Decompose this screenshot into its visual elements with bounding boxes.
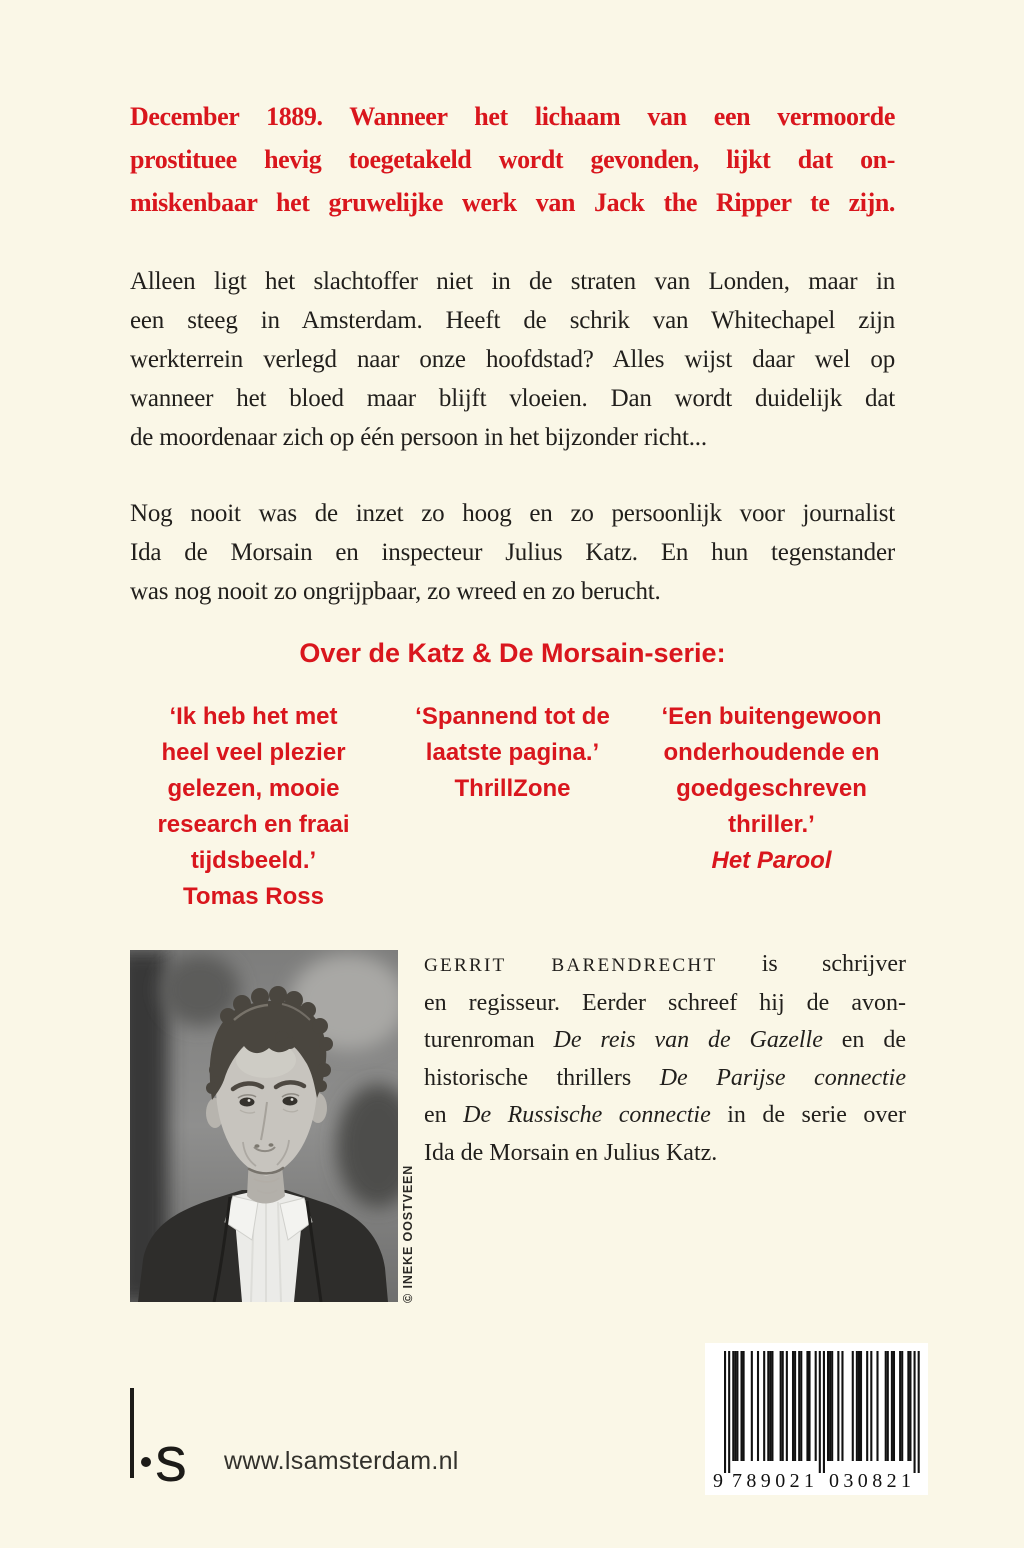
- series-heading: Over de Katz & De Morsain-serie:: [299, 638, 726, 668]
- barcode-panel: [705, 1343, 928, 1495]
- barcode-digits-left: 789021: [732, 1470, 814, 1491]
- logo-s-letter: s: [155, 1423, 187, 1495]
- review-quotes-row: [130, 699, 895, 915]
- intro-paragraph-2: Nog nooit was de inzet zo hoog en zo persoonlijk voor journalist Ida de Morsain en inspecteur Julius Katz. En hun tegenstander was nog nooit zo ongrijpbaar, zo wreed en zo berucht.: [130, 500, 895, 605]
- barcode: [710, 1349, 924, 1491]
- logo-l-bar-shape: [130, 1388, 134, 1478]
- review-quote-het-parool: ‘Een buitengewoon onderhoudende en goedgeschreven thriller.’ Het Parool: [661, 703, 882, 874]
- review-quote-thrillzone: ‘Spannend tot de laatste pagina.’ ThrillZone: [415, 703, 610, 802]
- intro-paragraph-1: Alleen ligt het slachtoffer niet in de straten van Londen, maar in een steeg in Amsterdam. Heeft de schrik van Whitechapel zijn werkterrein verlegd naar onze hoofdstad? Alles wijst daar wel op wanneer het bloed maar blijft vloeien. Dan wordt duidelijk dat de moordenaar zich op één persoon in het bijzonder richt...: [130, 268, 895, 451]
- review-quote-tomas-ross: ‘Ik heb het met heel veel plezier gelezen, mooie research en fraai tijdsbeeld.’ Tomas Ross: [157, 703, 350, 910]
- logo-dot-shape: [141, 1457, 151, 1467]
- photo-credit: © INEKE OOSTVEEN: [401, 1164, 415, 1303]
- barcode-bars: [724, 1351, 920, 1473]
- website-url: www.lsamsterdam.nl: [224, 1447, 459, 1475]
- author-photo: [130, 950, 398, 1302]
- barcode-digits-right: 030821: [829, 1470, 911, 1491]
- author-bio: GERRIT BARENDRECHT is schrijver en regisseur. Eerder schreef hij de avon- turenroman De reis van de Gazelle en de historische thrillers De Parijse connectie en De Russische connectie in de serie over Ida de Morsain en Julius Katz.: [424, 951, 906, 1166]
- barcode-digit-first: 9: [713, 1470, 723, 1491]
- headline: December 1889. Wanneer het lichaam van een vermoorde prostituee hevig toegetakeld wordt gevonden, lijkt dat on- miskenbaar het gruwelijke werk van Jack the Ripper te zijn.: [130, 102, 895, 217]
